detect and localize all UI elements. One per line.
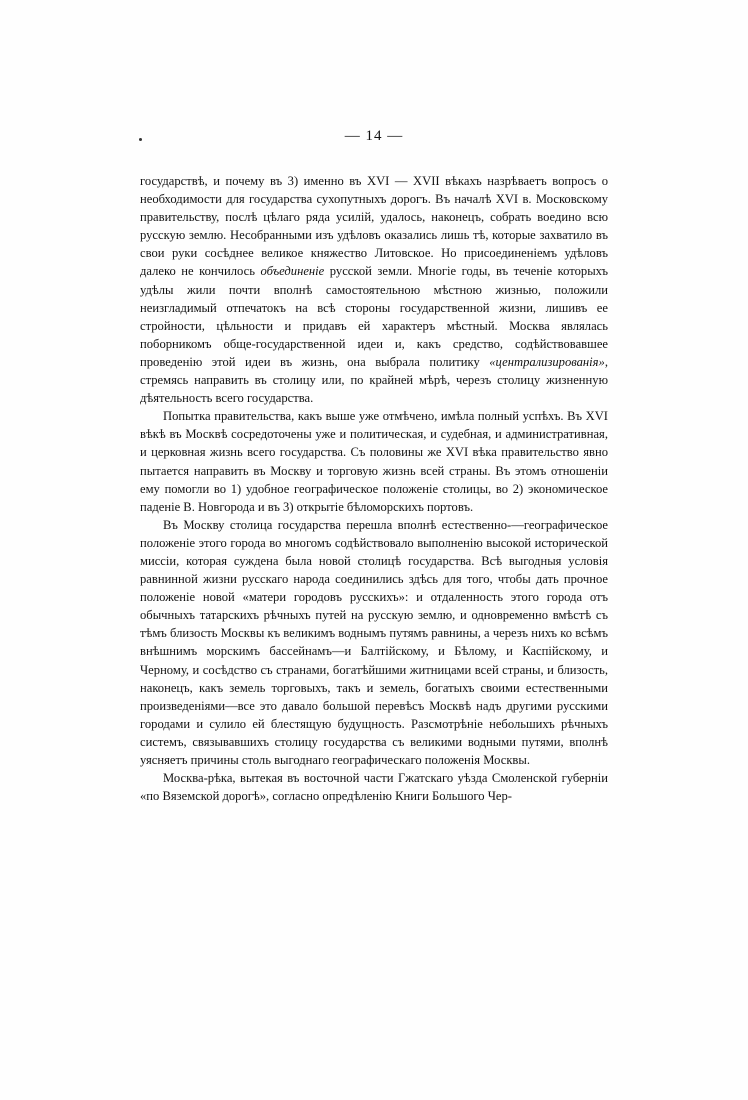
paragraph: государствѣ, и почему въ 3) именно въ XVI — XVII вѣкахъ назрѣваетъ вопросъ о необходимости для государства сухопутныхъ дорогъ. Въ началѣ XVI в. Московскому правительству, послѣ цѣлаго ряда усилій, удалось, наконецъ, собрать воедино всю русскую землю. Несобранными изъ удѣловъ оказались лишь тѣ, которые захватило въ свои руки сосѣднее великое княжество Литовское. Но присоединеніемъ удѣловъ далеко не кончилось объединеніе русской земли. Многіе годы, въ теченіе которыхъ удѣлы жили почти вполнѣ самостоятельною мѣстною жизнью, положили неизгладимый отпечатокъ на всѣ стороны государственной жизни, лишивъ ее стройности, цѣльности и придавъ ей характеръ мѣстный. Москва являлась поборникомъ обще-государственной идеи и, какъ средство, содѣйствовавшее проведенію этой идеи въ жизнь, она выбрала политику «централизированія», стремясь направить въ столицу или, по крайней мѣрѣ, черезъ столицу жизненную дѣятельность всего государства. — [140, 174, 608, 406]
body-text — [140, 172, 608, 805]
paragraph: Попытка правительства, какъ выше уже отмѣчено, имѣла полный успѣхъ. Въ XVI вѣкѣ въ Москвѣ сосредоточены уже и политическая, и судебная, и административная, и церковная жизнь всего государства. Съ половины же XVI вѣка правительство явно пытается направить въ Москву и торговую жизнь всей страны. Въ этомъ отношеніи ему помогли во 1) удобное географическое положеніе столицы, во 2) экономическое паденіе В. Новгорода и въ 3) открытіе бѣломорскихъ портовъ. — [140, 409, 608, 514]
emphasis-text: «централизированія» — [489, 354, 605, 369]
paragraph: Въ Москву столица государства перешла вполнѣ естественно-—географическое положеніе этого города во многомъ содѣйствовало выполненію высокой исторической миссіи, которая суждена была новой столицѣ государства. Всѣ выгодныя условія равнинной жизни русскаго народа соединились здѣсь для того, чтобы дать прочное положеніе новой «матери городовъ русскихъ»: и отдаленность этого города отъ обычныхъ татарскихъ рѣчныхъ путей на русскую землю, и одновременно вмѣстѣ съ тѣмъ близость Москвы къ великимъ воднымъ путямъ равнины, а черезъ нихъ ко всѣмъ внѣшнимъ морскимъ бассейнамъ—и Балтійскому, и Бѣлому, и Каспійскому, и Черному, и сосѣдство съ странами, богатѣйшими житницами всей страны, и близость, наконецъ, какъ земель торговыхъ, такъ и земель, богатыхъ своими естественными произведеніями—все это давало большой перевѣсъ Москвѣ надъ другими русскими городами и сулило ей блестящую будущность. Разсмотрѣніе небольшихъ рѣчныхъ системъ, связывавшихъ столицу государства съ великими водными путями, вполнѣ уясняетъ причины столь выгоднаго географическаго положенія Москвы. — [140, 517, 608, 767]
emphasis-text: объединеніе — [260, 264, 325, 279]
paragraph: Москва-рѣка, вытекая въ восточной части Гжатскаго уѣзда Смоленской губерніи «по Вяземской дорогѣ», согласно опредѣленію Книги Большого Чер- — [140, 771, 608, 804]
page-number: — 14 — — [344, 128, 404, 144]
